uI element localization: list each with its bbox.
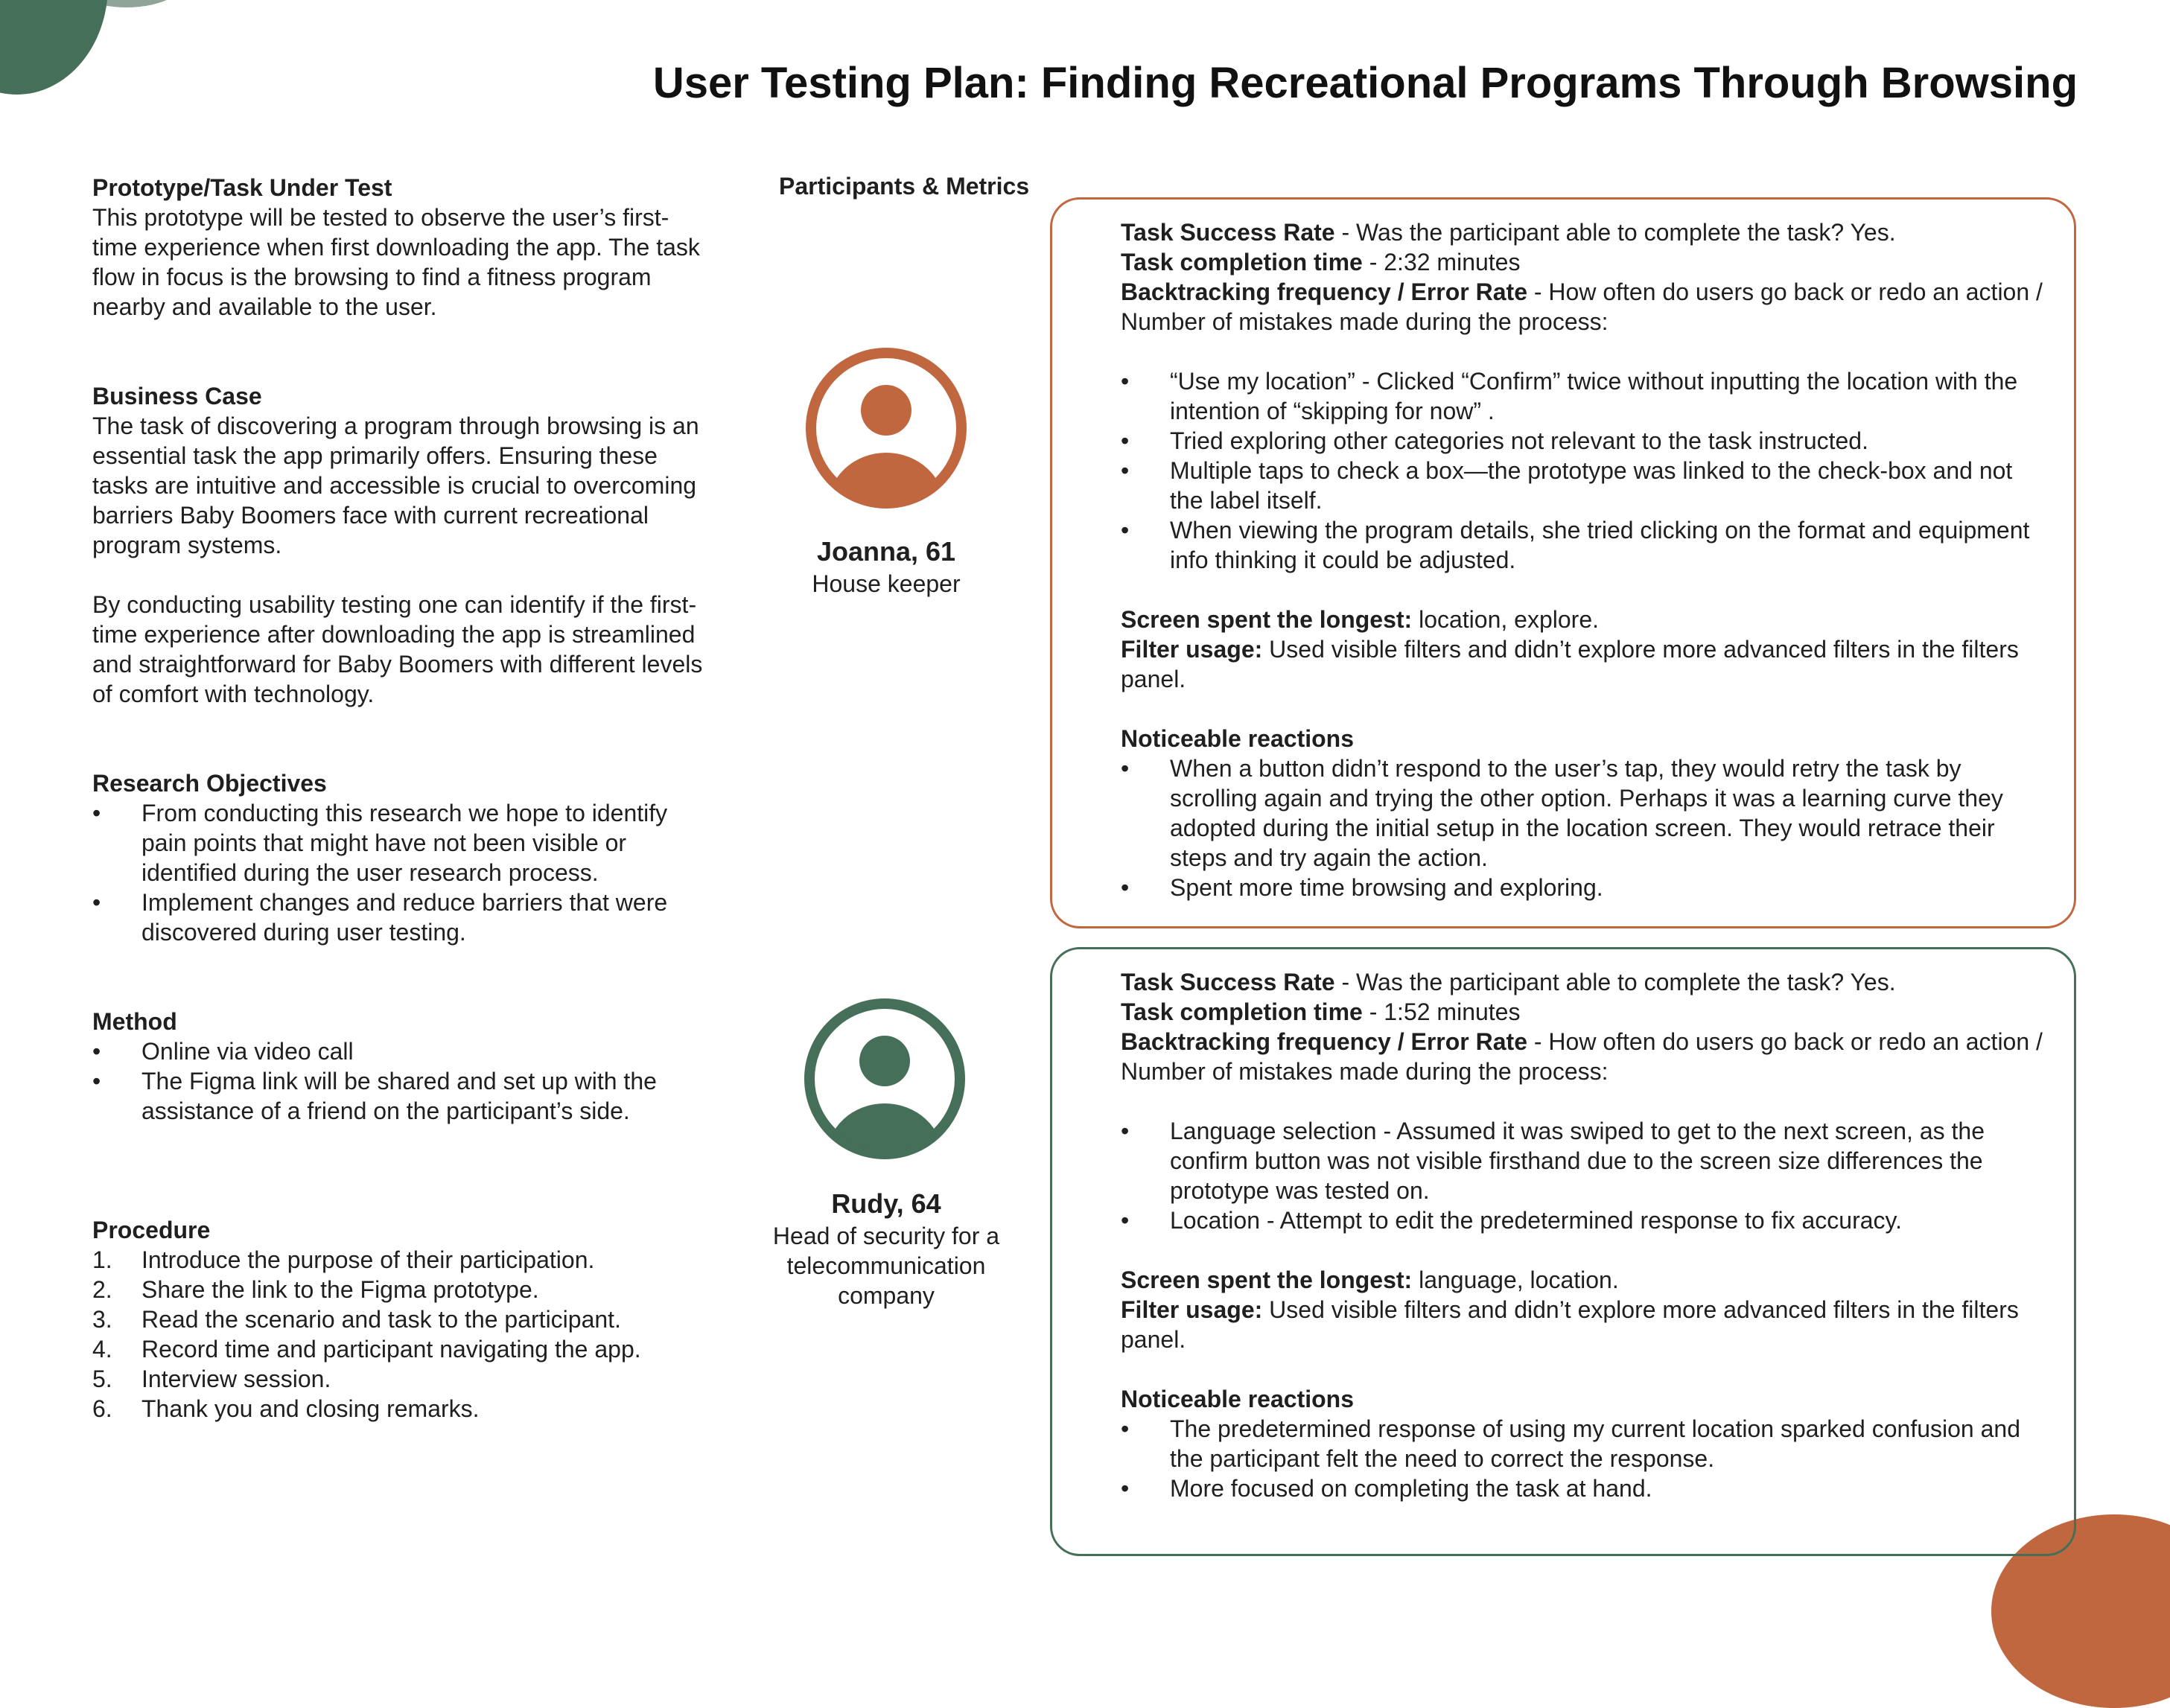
- list-item: 5. Interview session.: [92, 1366, 331, 1392]
- error-list: [1121, 1116, 2044, 1235]
- section-body: The task of discovering a program through browsing is an essential task the app primarily offers. Ensuring these tasks are intuitive and accessible is crucial to overcoming barriers Baby Boomers face with current recreational program systems.: [92, 412, 699, 558]
- task-completion-time: Task completion time - 1:52 minutes: [1121, 998, 1521, 1025]
- screen-spent-longest: Screen spent the longest: location, explore.: [1121, 606, 1599, 633]
- procedure-section: [92, 1215, 710, 1424]
- participants-label: Participants & Metrics: [779, 173, 1030, 200]
- method-list: [92, 1036, 710, 1126]
- plan-details-column: [92, 173, 710, 1424]
- screen-spent-longest: Screen spent the longest: language, location.: [1121, 1266, 1619, 1293]
- list-item: 6. Thank you and closing remarks.: [92, 1395, 480, 1422]
- business-case-section: [92, 381, 710, 709]
- task-completion-time: Task completion time - 2:32 minutes: [1121, 249, 1521, 275]
- list-item: • More focused on completing the task at hand.: [1121, 1475, 1652, 1502]
- section-body: This prototype will be tested to observe the user’s first-time experience when first downloading the app. The task flow in focus is the browsing to find a fitness program nearby and available to the user.: [92, 204, 700, 320]
- participant-role: House keeper: [812, 570, 961, 597]
- list-item: • Tried exploring other categories not relevant to the task instructed.: [1121, 427, 1868, 454]
- list-item: • Location - Attempt to edit the predetermined response to fix accuracy.: [1121, 1207, 1903, 1234]
- list-item: • The Figma link will be shared and set up with the assistance of a friend on the participant’s side.: [92, 1068, 657, 1124]
- participant-name: Joanna, 61: [816, 536, 956, 567]
- list-item: • “Use my location” - Clicked “Confirm” twice without inputting the location with the intention of “skipping for now” .: [1121, 368, 2018, 424]
- reactions-heading: Noticeable reactions: [1121, 1386, 1354, 1412]
- list-item: • Spent more time browsing and exploring.: [1121, 874, 1603, 901]
- objectives-list: [92, 798, 710, 947]
- participant-metrics-card: [1050, 197, 2076, 928]
- procedure-list: [92, 1245, 710, 1424]
- reactions-list: [1121, 1414, 2044, 1503]
- section-body: By conducting usability testing one can identify if the first-time experience after downloading the app is streamlined and straightforward for Baby Boomers with different levels of comfort with technology.: [92, 591, 703, 707]
- list-item: • Implement changes and reduce barriers that were discovered during user testing.: [92, 889, 668, 946]
- list-item: 1. Introduce the purpose of their participation.: [92, 1246, 595, 1273]
- list-item: • Multiple taps to check a box—the prototype was linked to the check-box and not the label itself.: [1121, 457, 2013, 514]
- participant-metrics-card: [1050, 947, 2076, 1556]
- list-item: • When viewing the program details, she tried clicking on the format and equipment info thinking it could be adjusted.: [1121, 517, 2030, 573]
- corner-decoration-green: [0, 0, 108, 95]
- user-avatar-icon: [804, 998, 966, 1160]
- user-avatar-icon: [805, 347, 967, 509]
- list-item: • The predetermined response of using my current location sparked confusion and the participant felt the need to correct the response.: [1121, 1415, 2020, 1472]
- error-list: [1121, 366, 2044, 575]
- participant-role: Head of security for a telecommunication company: [772, 1223, 1000, 1309]
- list-item: • Language selection - Assumed it was swiped to get to the next screen, as the confirm button was not visible firsthand due to the screen size differences the prototype was tested on.: [1121, 1118, 1985, 1204]
- section-heading: Research Objectives: [92, 770, 327, 797]
- section-heading: Method: [92, 1008, 177, 1035]
- prototype-section: [92, 173, 710, 322]
- list-item: • Online via video call: [92, 1038, 354, 1065]
- filter-usage: Filter usage: Used visible filters and didn’t explore more advanced filters in the filters panel.: [1121, 636, 2019, 692]
- filter-usage: Filter usage: Used visible filters and didn’t explore more advanced filters in the filters panel.: [1121, 1296, 2019, 1353]
- list-item: 2. Share the link to the Figma prototype.: [92, 1276, 539, 1303]
- list-item: • When a button didn’t respond to the user’s tap, they would retry the task by scrolling again and trying the other option. Perhaps it was a learning curve they adopted during the initial setup in the location screen. They would retrace their steps and try again the action.: [1121, 755, 2003, 871]
- participant-name: Rudy, 64: [831, 1188, 941, 1219]
- section-heading: Business Case: [92, 383, 262, 410]
- backtracking-frequency: Backtracking frequency / Error Rate - How often do users go back or redo an action / Number of mistakes made during the process:: [1121, 1028, 2043, 1085]
- list-item: 3. Read the scenario and task to the participant.: [92, 1306, 621, 1333]
- section-heading: Prototype/Task Under Test: [92, 174, 392, 201]
- task-success-rate: Task Success Rate - Was the participant able to complete the task? Yes.: [1121, 219, 1896, 246]
- page-title: User Testing Plan: Finding Recreational Programs Through Browsing: [652, 59, 2078, 107]
- task-success-rate: Task Success Rate - Was the participant able to complete the task? Yes.: [1121, 969, 1896, 995]
- section-heading: Procedure: [92, 1217, 211, 1243]
- reactions-list: [1121, 753, 2044, 902]
- method-section: [92, 1007, 710, 1126]
- list-item: 4. Record time and participant navigating the app.: [92, 1336, 641, 1363]
- list-item: • From conducting this research we hope to identify pain points that might have not been visible or identified during the user research process.: [92, 800, 668, 886]
- reactions-heading: Noticeable reactions: [1121, 725, 1354, 752]
- backtracking-frequency: Backtracking frequency / Error Rate - How often do users go back or redo an action / Number of mistakes made during the process:: [1121, 278, 2043, 335]
- research-objectives-section: [92, 768, 710, 947]
